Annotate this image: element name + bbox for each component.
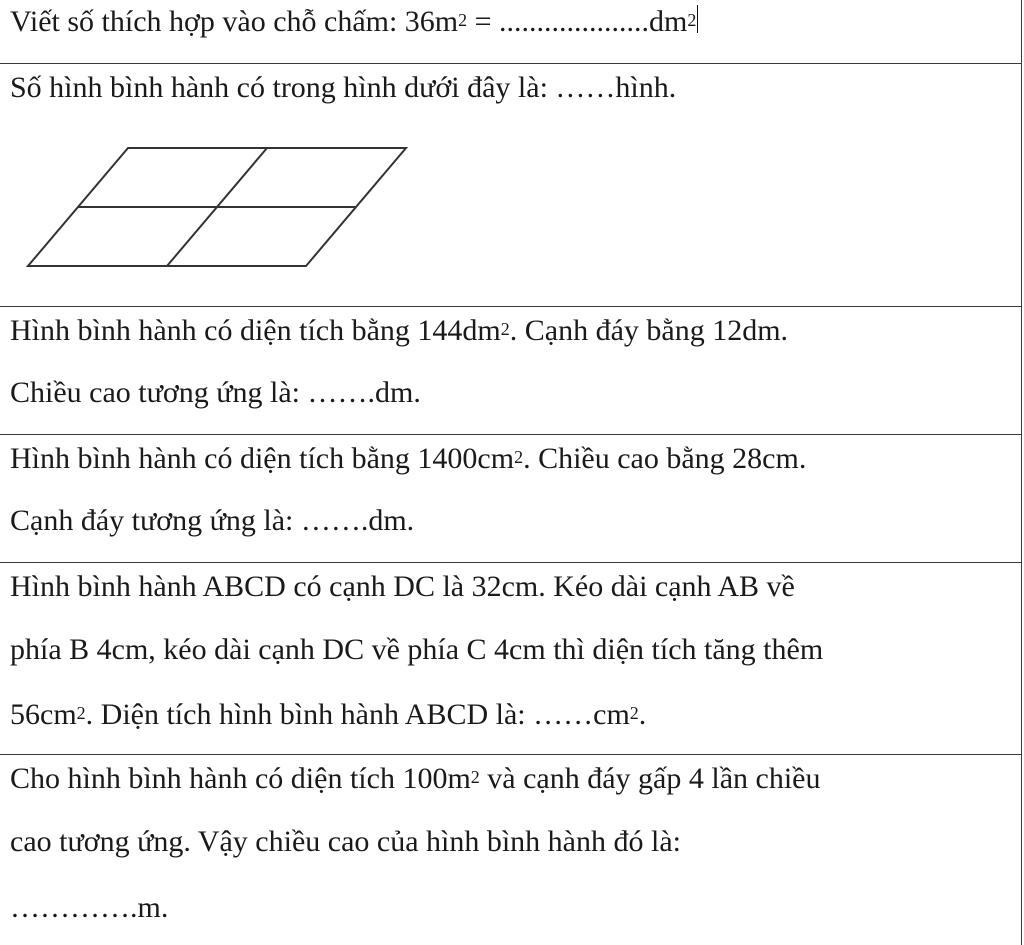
question-5-text-a: Hình bình hành ABCD có cạnh DC là 32cm. Kéo dài cạnh AB về xyxy=(10,570,795,603)
question-4-text-b: . Chiều cao bằng 28cm. xyxy=(523,442,807,475)
question-6-text-a: Cho hình bình hành có diện tích 100m xyxy=(10,762,471,795)
question-row-3 xyxy=(0,306,1022,435)
question-5-text-c: 56cm xyxy=(10,698,77,731)
superscript: 2 xyxy=(500,319,510,339)
question-row-6 xyxy=(0,754,1022,945)
question-4-line-2 xyxy=(10,503,414,539)
superscript: 2 xyxy=(470,767,480,787)
question-2-line xyxy=(10,70,676,106)
question-5-text-d: . Diện tích hình bình hành ABCD là: ……cm xyxy=(85,698,630,731)
question-3-line-1 xyxy=(10,313,788,349)
question-row-5 xyxy=(0,562,1022,755)
question-3-text-c: Chiều cao tương ứng là: …….dm. xyxy=(10,376,421,409)
question-1-mid: = ....................dm xyxy=(467,5,688,38)
question-6-line-3 xyxy=(10,890,168,926)
question-5-text-b: phía B 4cm, kéo dài cạnh DC về phía C 4cm thì diện tích tăng thêm xyxy=(10,633,824,666)
text-cursor xyxy=(697,5,698,33)
question-4-text-c: Cạnh đáy tương ứng là: …….dm. xyxy=(10,504,415,537)
question-5-line-2 xyxy=(10,632,823,668)
superscript: 2 xyxy=(629,703,639,723)
question-4-line-1 xyxy=(10,441,806,477)
question-6-text-c: cao tương ứng. Vậy chiều cao của hình bình hành đó là: xyxy=(10,825,681,858)
question-row-2 xyxy=(0,63,1022,307)
question-5-line-1 xyxy=(10,569,795,605)
question-3-text-a: Hình bình hành có diện tích bằng 144dm xyxy=(10,314,501,347)
question-6-line-2 xyxy=(10,824,681,860)
question-row-4 xyxy=(0,434,1022,563)
question-1-text: Viết số thích hợp vào chỗ chấm: 36m xyxy=(10,5,459,38)
question-5-line-3 xyxy=(10,697,646,733)
question-3-text-b: . Cạnh đáy bằng 12dm. xyxy=(509,314,789,347)
question-6-line-1 xyxy=(10,761,820,797)
question-4-text-a: Hình bình hành có diện tích bằng 1400cm xyxy=(10,442,515,475)
parallelogram-figure xyxy=(20,142,420,282)
superscript: 2 xyxy=(76,703,86,723)
superscript: 2 xyxy=(514,447,524,467)
question-2-text: Số hình bình hành có trong hình dưới đây là: ……hình. xyxy=(10,71,677,104)
question-6-text-b: và cạnh đáy gấp 4 lần chiều xyxy=(479,762,821,795)
question-row-1 xyxy=(0,0,1022,64)
question-5-text-e: . xyxy=(638,698,647,731)
question-1-line xyxy=(10,4,698,40)
superscript: 2 xyxy=(687,10,697,30)
question-3-line-2 xyxy=(10,375,421,411)
question-6-answer-blank: ………….m. xyxy=(10,891,169,924)
superscript: 2 xyxy=(458,10,468,30)
